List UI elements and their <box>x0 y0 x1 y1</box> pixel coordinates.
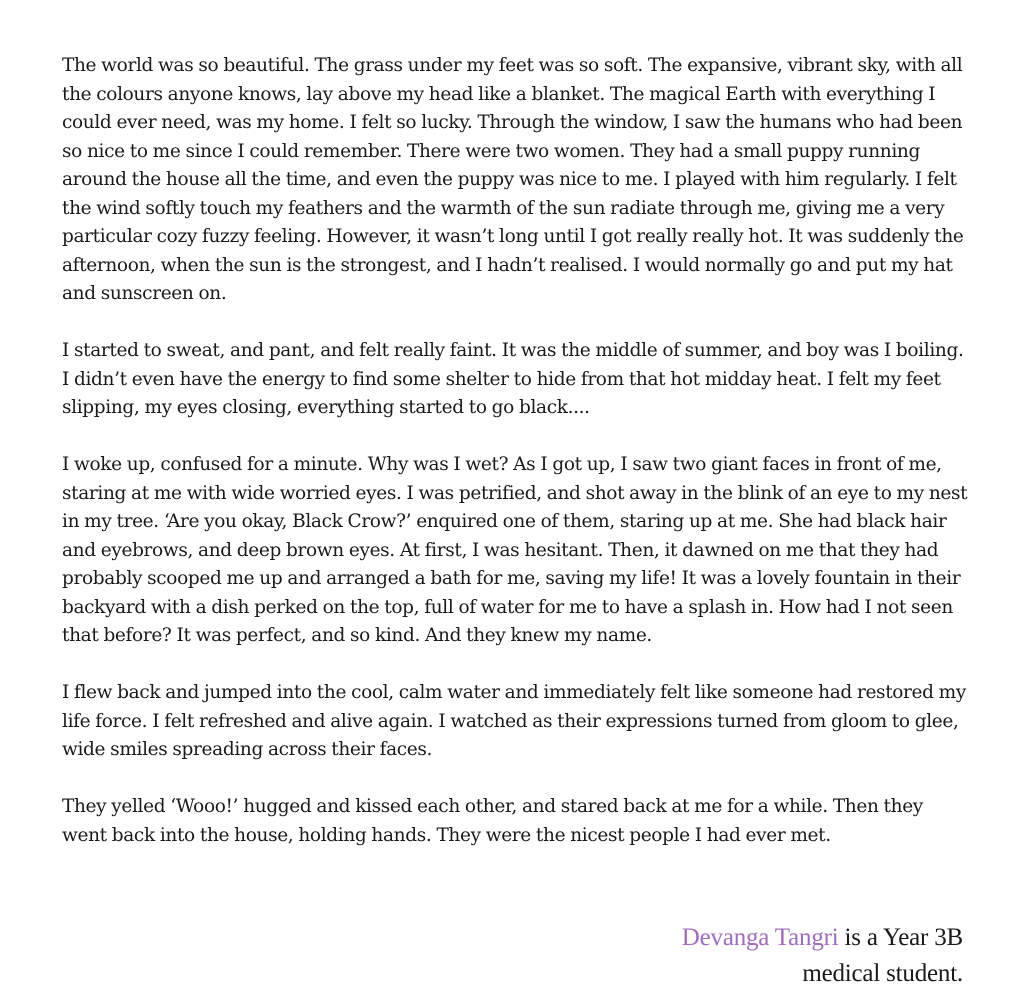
author-note <box>633 920 963 992</box>
story-body <box>62 52 972 879</box>
story-paragraph-3: I woke up, confused for a minute. Why was I wet? As I got up, I saw two giant faces in front of me, staring at me with wide worried eyes. I was petrified, and shot away in the blink of an eye to my nest in my tree. ‘Are you okay, Black Crow?’ enquired one of them, staring up at me. She had black hair and eyebrows, and deep brown eyes. At first, I was hesitant. Then, it dawned on me that they had probably scooped me up and arranged a bath for me, saving my life! It was a lovely fountain in their backyard with a dish perked on the top, full of water for me to have a splash in. How had I not seen that before? It was perfect, and so kind. And they knew my name. <box>62 454 968 646</box>
story-paragraph-5: They yelled ‘Wooo!’ hugged and kissed each other, and stared back at me for a while. Then they went back into the house, holding hands. They were the nicest people I had ever met. <box>62 796 923 846</box>
author-bio: is a Year 3B medical student. <box>802 924 963 987</box>
story-paragraph-4: I flew back and jumped into the cool, calm water and immediately felt like someone had restored my life force. I felt refreshed and alive again. I watched as their expressions turned from gloom to glee, wide smiles spreading across their faces. <box>62 682 966 760</box>
story-paragraph-1: The world was so beautiful. The grass under my feet was so soft. The expansive, vibrant sky, with all the colours anyone knows, lay above my head like a blanket. The magical Earth with everything I could ever need, was my home. I felt so lucky. Through the window, I saw the humans who had been so nice to me since I could remember. There were two women. They had a small puppy running around the house all the time, and even the puppy was nice to me. I played with him regularly. I felt the wind softly touch my feathers and the warmth of the sun radiate through me, giving me a very particular cozy fuzzy feeling. However, it wasn’t long until I got really really hot. It was suddenly the afternoon, when the sun is the strongest, and I hadn’t realised. I would normally go and put my hat and sunscreen on. <box>62 55 964 304</box>
author-name: Devanga Tangri <box>681 924 839 951</box>
story-paragraph-2: I started to sweat, and pant, and felt really faint. It was the middle of summer, and boy was I boiling. I didn’t even have the energy to find some shelter to hide from that hot midday heat. I felt my feet slipping, my eyes closing, everything started to go black.... <box>62 340 964 418</box>
